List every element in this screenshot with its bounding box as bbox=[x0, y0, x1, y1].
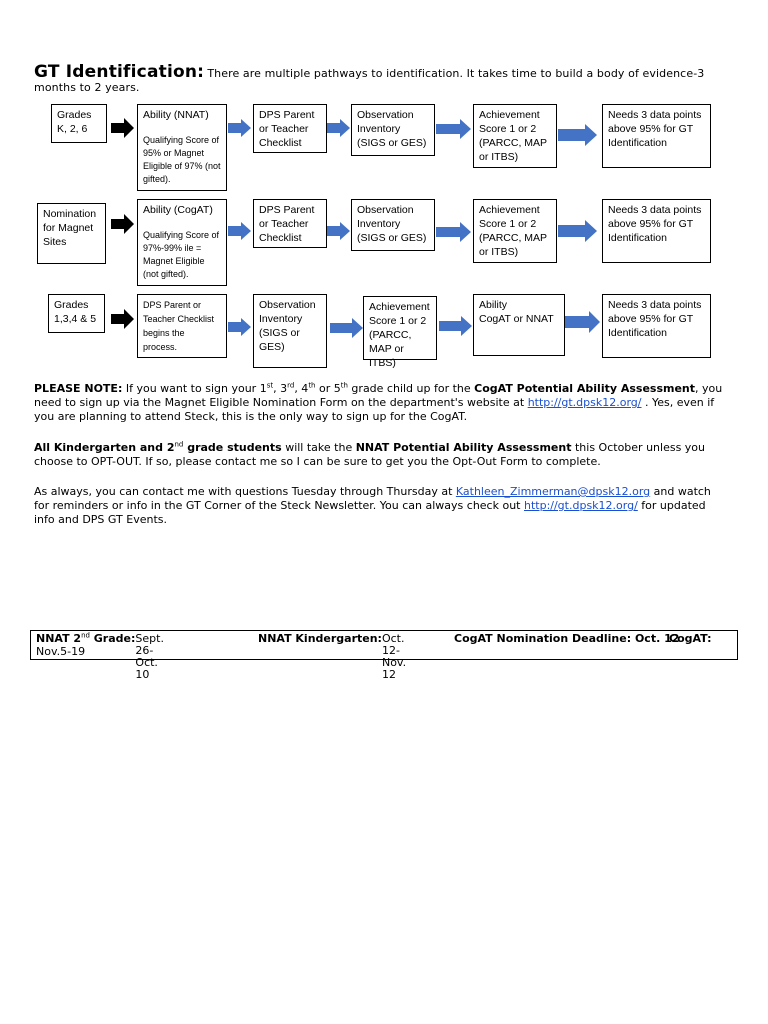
blue-arrow-icon bbox=[436, 119, 472, 139]
black-arrow-icon bbox=[111, 118, 135, 138]
row3-start-label: Grades 1,3,4 & 5 bbox=[54, 299, 97, 325]
blue-arrow-icon bbox=[330, 318, 364, 338]
intro-line bbox=[34, 62, 724, 95]
row3-start-box bbox=[48, 294, 105, 333]
kinder-bold: All Kindergarten and 2 bbox=[34, 441, 175, 454]
blue-arrow-icon bbox=[327, 119, 351, 137]
row2-step4-box bbox=[473, 199, 557, 263]
note-sup: th bbox=[340, 381, 348, 390]
row1-step4-label: Achievement Score 1 or 2 (PARCC, MAP or ITBS) bbox=[479, 109, 547, 163]
row3-step2-label: Observation Inventory (SIGS or GES) bbox=[259, 299, 316, 353]
blue-arrow-icon bbox=[558, 220, 598, 242]
black-arrow-icon bbox=[111, 309, 135, 329]
row1-step3-label: Observation Inventory (SIGS or GES) bbox=[357, 109, 427, 149]
schedule-label: NNAT Kindergarten: bbox=[258, 632, 382, 645]
row2-ability-detail: Qualifying Score of 97%-99% ile = Magnet Eligible (not gifted). bbox=[143, 230, 220, 279]
schedule-dates: Oct. 12-Nov. 12 bbox=[381, 632, 407, 681]
gt-website-link[interactable]: http://gt.dpsk12.org/ bbox=[527, 396, 642, 409]
row1-start-label: Grades K, 2, 6 bbox=[57, 109, 92, 135]
row3-step4-title: Ability bbox=[479, 299, 508, 311]
schedule-dates: Sept. 26-Oct. 10 bbox=[135, 632, 164, 681]
nnat-assessment-name: NNAT Potential Ability Assessment bbox=[355, 441, 572, 454]
blue-arrow-icon bbox=[439, 316, 473, 336]
kinder-bold: grade students bbox=[183, 441, 282, 454]
blue-arrow-icon bbox=[565, 311, 601, 333]
row1-start-box bbox=[51, 104, 107, 143]
schedule-label: Grade: bbox=[89, 632, 136, 645]
schedule-label: CogAT Nomination Deadline: Oct. 12 bbox=[454, 632, 680, 645]
row2-end-label: Needs 3 data points above 95% for GT Identification bbox=[608, 204, 702, 244]
gt-website-link[interactable]: http://gt.dpsk12.org/ bbox=[523, 499, 638, 512]
cogat-schedule-label bbox=[669, 633, 711, 645]
row2-start-label: Nomination for Magnet Sites bbox=[43, 208, 97, 248]
note-text: . Yes, even if you are planning to attend Steck, this is the only way to sign up for the CogAT. bbox=[34, 396, 715, 423]
contact-paragraph bbox=[34, 485, 724, 527]
intro-text: There are multiple pathways to identification. It takes time to build a body of evidence-3 months to 2 years. bbox=[34, 67, 705, 94]
schedule-sup: nd bbox=[81, 631, 90, 640]
row3-step1-label: DPS Parent or Teacher Checklist begins the process. bbox=[143, 300, 215, 352]
row3-step4-detail: CogAT or NNAT bbox=[479, 313, 554, 325]
email-link[interactable]: Kathleen_Zimmerman@dpsk12.org bbox=[455, 485, 651, 498]
contact-text: and watch for reminders or info in the GT Corner of the Steck Newsletter. You can always check out bbox=[34, 485, 711, 512]
row1-end-label: Needs 3 data points above 95% for GT Identification bbox=[608, 109, 702, 149]
row3-step4-box bbox=[473, 294, 565, 356]
row1-ability-detail: Qualifying Score of 95% or Magnet Eligible of 97% (not gifted). bbox=[143, 135, 221, 184]
row1-ability-box bbox=[137, 104, 227, 191]
blue-arrow-icon bbox=[228, 318, 252, 336]
blue-arrow-icon bbox=[327, 222, 351, 240]
please-note-paragraph bbox=[34, 382, 724, 424]
row2-ability-box bbox=[137, 199, 227, 286]
note-text: , 3 bbox=[273, 382, 288, 395]
kindergarten-paragraph bbox=[34, 441, 724, 469]
kinder-text: will take the bbox=[281, 441, 356, 454]
note-sup: st bbox=[266, 381, 274, 390]
black-arrow-icon bbox=[111, 214, 135, 234]
cogat-nomination-deadline bbox=[454, 633, 679, 645]
kinder-text: this October unless you choose to OPT-OUT. If so, please contact me so I can be sure to get you the Opt-Out Form to complete. bbox=[34, 441, 706, 468]
row3-end-label: Needs 3 data points above 95% for GT Identification bbox=[608, 299, 702, 339]
note-text: or 5 bbox=[315, 382, 341, 395]
row3-step1-box bbox=[137, 294, 227, 358]
blue-arrow-icon bbox=[228, 222, 252, 240]
row2-step2-box bbox=[253, 199, 327, 248]
note-sup: th bbox=[308, 381, 316, 390]
blue-arrow-icon bbox=[558, 124, 598, 146]
row1-step4-box bbox=[473, 104, 557, 168]
row2-step3-box bbox=[351, 199, 435, 251]
kinder-sup: nd bbox=[174, 440, 184, 449]
contact-text: As always, you can contact me with questions Tuesday through Thursday at bbox=[34, 485, 456, 498]
cogat-assessment-name: CogAT Potential Ability Assessment bbox=[474, 382, 696, 395]
row3-step3-box bbox=[363, 296, 437, 369]
row2-step3-label: Observation Inventory (SIGS or GES) bbox=[357, 204, 427, 244]
nnat-kindergarten-schedule bbox=[258, 632, 407, 681]
row3-step2-box bbox=[253, 294, 327, 368]
blue-arrow-icon bbox=[436, 222, 472, 242]
row1-ability-title: Ability (NNAT) bbox=[143, 109, 209, 121]
schedule-bar bbox=[30, 630, 738, 681]
cogat-schedule-dates: Nov.5-19 bbox=[36, 645, 86, 658]
row1-end-box bbox=[602, 104, 711, 168]
row1-step2-label: DPS Parent or Teacher Checklist bbox=[259, 109, 315, 149]
row1-step2-box bbox=[253, 104, 327, 153]
row3-step3-label: Achievement Score 1 or 2 (PARCC, MAP or ITBS) bbox=[369, 301, 430, 369]
row2-start-box bbox=[37, 203, 106, 264]
note-sup: rd bbox=[287, 381, 295, 390]
note-text: , 4 bbox=[294, 382, 309, 395]
schedule-label: CogAT: bbox=[669, 632, 712, 645]
row2-step2-label: DPS Parent or Teacher Checklist bbox=[259, 204, 315, 244]
blue-arrow-icon bbox=[228, 119, 252, 137]
page-title: GT Identification: bbox=[34, 62, 205, 82]
row2-end-box bbox=[602, 199, 711, 263]
schedule-label: NNAT 2 bbox=[36, 632, 82, 645]
note-text: grade child up for the bbox=[347, 382, 475, 395]
contact-text: for updated info and DPS GT Events. bbox=[34, 499, 706, 526]
row3-end-box bbox=[602, 294, 711, 358]
note-text: , you need to sign up via the Magnet Eligible Nomination Form on the department's website at bbox=[34, 382, 723, 409]
note-text: If you want to sign your 1 bbox=[125, 382, 267, 395]
row2-step4-label: Achievement Score 1 or 2 (PARCC, MAP or ITBS) bbox=[479, 204, 547, 258]
row2-ability-title: Ability (CogAT) bbox=[143, 204, 213, 216]
row1-step3-box bbox=[351, 104, 435, 156]
please-note-label: PLEASE NOTE: bbox=[34, 382, 123, 395]
